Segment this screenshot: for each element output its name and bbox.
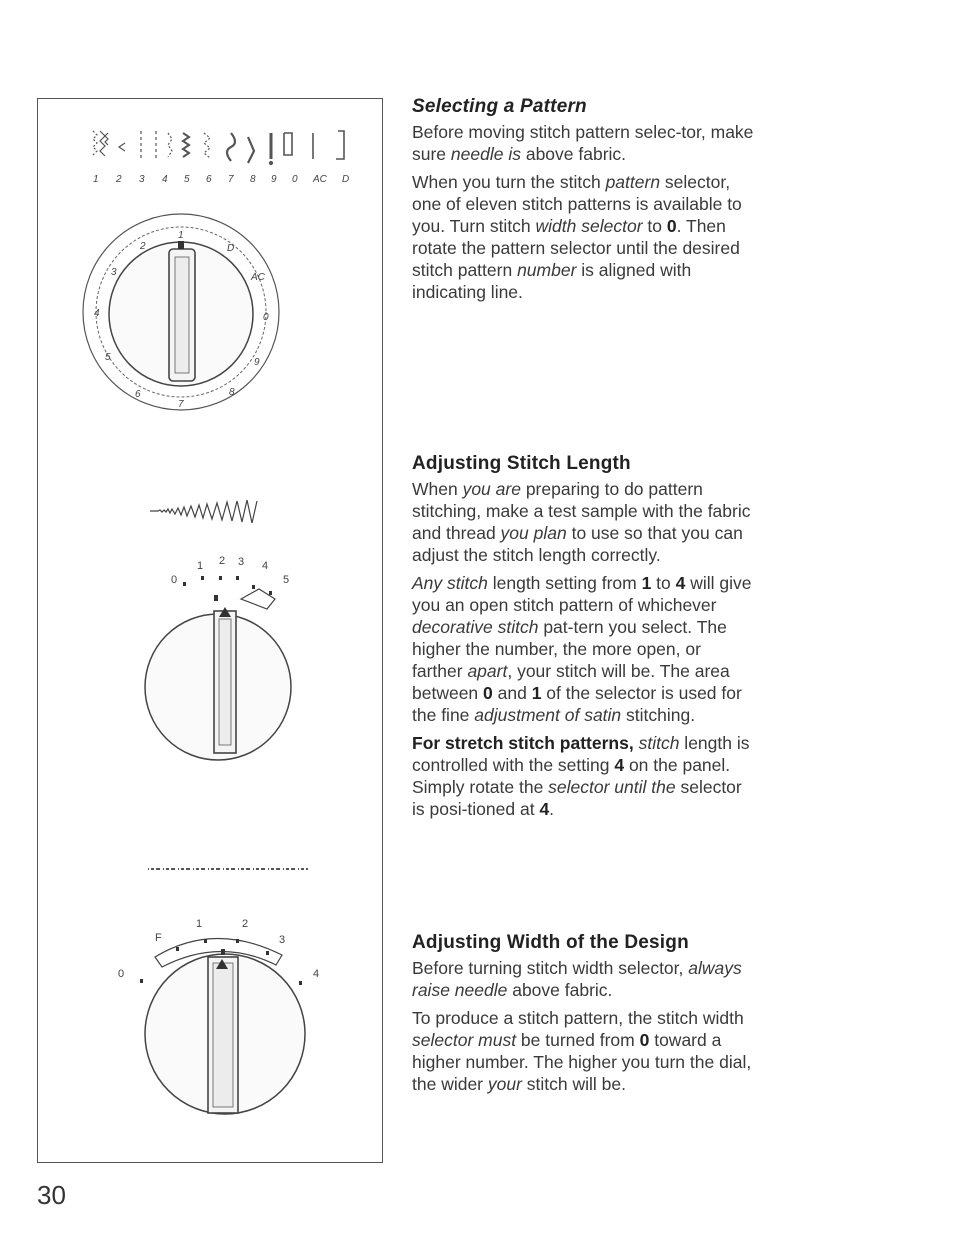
section-title: Selecting a Pattern bbox=[412, 96, 587, 117]
pattern-number: 6 bbox=[206, 174, 212, 185]
pattern-number-row bbox=[93, 174, 349, 185]
length-dial-number: 5 bbox=[283, 574, 290, 586]
paragraph: For stretch stitch patterns, stitch length is controlled with the setting 4 on the panel. Simply rotate the selector until the selector is posi-tioned at 4. bbox=[412, 733, 750, 819]
pattern-dial-number: 7 bbox=[178, 399, 184, 410]
section-selecting-pattern bbox=[412, 96, 754, 309]
pattern-dial-number: AC bbox=[251, 272, 265, 283]
paragraph: To produce a stitch pattern, the stitch width selector must be turned from 0 toward a higher number. The higher you turn the dial, the wider your stitch will be. bbox=[412, 1008, 752, 1094]
pattern-dial-number: 5 bbox=[105, 352, 111, 363]
length-dial-number: 2 bbox=[219, 555, 226, 567]
stitch-pattern-samples bbox=[93, 131, 344, 165]
pattern-number: 1 bbox=[93, 174, 99, 185]
paragraph: When you turn the stitch pattern selector, one of eleven stitch patterns is available to you. Turn stitch width selector to 0. Then rotate the pattern selector until the desired stitch pattern number is aligned with indicating line. bbox=[412, 172, 742, 302]
section-stitch-width bbox=[412, 932, 754, 1101]
section-title: Adjusting Stitch Length bbox=[412, 453, 631, 474]
pattern-dial-number: 3 bbox=[111, 267, 117, 278]
section-stitch-length bbox=[412, 453, 754, 826]
stitch-length-sample bbox=[150, 500, 257, 523]
page-number: 30 bbox=[37, 1180, 66, 1210]
pattern-dial-number: 2 bbox=[140, 241, 146, 252]
pattern-dial-number: 8 bbox=[229, 387, 235, 398]
width-dial-number: F bbox=[155, 932, 162, 944]
paragraph: Before turning stitch width selector, always raise needle above fabric. bbox=[412, 958, 742, 1000]
stitch-width-dial bbox=[118, 918, 319, 1114]
pattern-dial-number: 0 bbox=[263, 312, 269, 323]
pattern-dial-number: 6 bbox=[135, 389, 141, 400]
pattern-dial-number: 1 bbox=[178, 230, 184, 241]
length-dial-number: 3 bbox=[238, 556, 245, 568]
pattern-number: 8 bbox=[250, 174, 256, 185]
pattern-number: AC bbox=[313, 174, 327, 185]
pattern-number: D bbox=[342, 174, 350, 185]
pattern-number: 9 bbox=[271, 174, 277, 185]
length-dial-number: 1 bbox=[197, 560, 204, 572]
pattern-dial-number: D bbox=[227, 243, 235, 254]
illustration-panel bbox=[37, 98, 383, 1163]
width-dial-number: 2 bbox=[242, 918, 249, 930]
pattern-number: 5 bbox=[184, 174, 190, 185]
section-title: Adjusting Width of the Design bbox=[412, 932, 689, 953]
paragraph: Before moving stitch pattern selec-tor, make sure needle is above fabric. bbox=[412, 122, 754, 164]
pattern-number: 2 bbox=[116, 174, 122, 185]
pattern-selector-dial bbox=[83, 214, 279, 410]
width-dial-number: 1 bbox=[196, 918, 203, 930]
pattern-number: 4 bbox=[162, 174, 168, 185]
pattern-number: 0 bbox=[292, 174, 298, 185]
pattern-dial-number: 4 bbox=[94, 308, 100, 319]
width-dial-number: 3 bbox=[279, 934, 286, 946]
machine-dials-illustration bbox=[38, 99, 384, 1164]
pattern-number: 7 bbox=[228, 174, 234, 185]
stitch-length-dial bbox=[145, 555, 291, 760]
length-dial-number: 4 bbox=[262, 560, 269, 572]
width-dial-number: 4 bbox=[313, 968, 320, 980]
paragraph: When you are preparing to do pattern stitching, make a test sample with the fabric and thread you plan to use so that you can adjust the stitch length correctly. bbox=[412, 479, 751, 565]
pattern-dial-number: 9 bbox=[254, 357, 260, 368]
length-dial-number: 0 bbox=[171, 574, 178, 586]
pattern-number: 3 bbox=[139, 174, 145, 185]
width-dial-number: 0 bbox=[118, 968, 125, 980]
paragraph: Any stitch length setting from 1 to 4 will give you an open stitch pattern of whichever decorative stitch pat-tern you select. The higher the number, the more open, or farther apart, your stitch will be. The area between 0 and 1 of the selector is used for the fine adjustment of satin stitching. bbox=[412, 573, 752, 725]
